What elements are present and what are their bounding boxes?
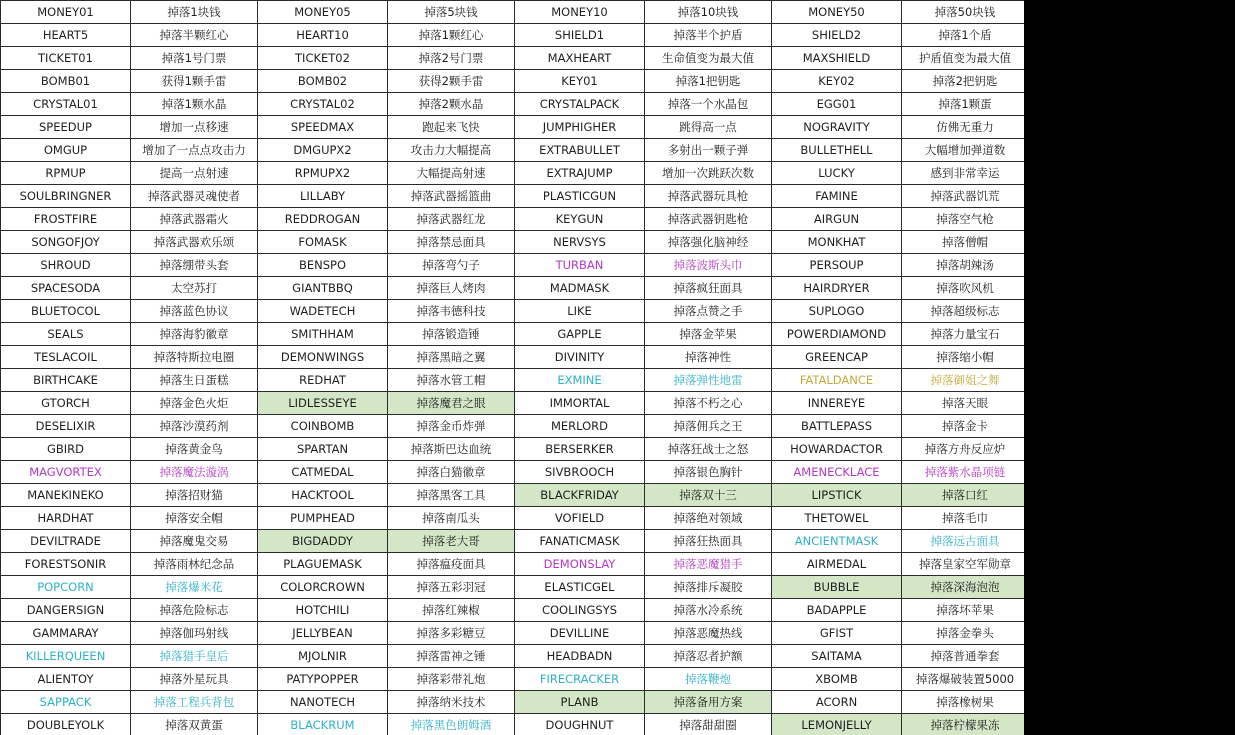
cheat-code-cell[interactable]: HEART10 bbox=[258, 24, 388, 47]
cheat-code-cell[interactable]: FORESTSONIR bbox=[1, 553, 131, 576]
cheat-effect-cell[interactable]: 掉落2把钥匙 bbox=[902, 70, 1025, 93]
cheat-code-cell[interactable]: KEY01 bbox=[515, 70, 645, 93]
cheat-code-cell[interactable]: GFIST bbox=[772, 622, 902, 645]
cheat-code-cell[interactable]: SOULBRINGNER bbox=[1, 185, 131, 208]
cheat-effect-cell[interactable]: 增加一点移速 bbox=[131, 116, 258, 139]
cheat-effect-cell[interactable]: 掉落吹风机 bbox=[902, 277, 1025, 300]
table-row bbox=[1, 93, 1025, 116]
table-row bbox=[1, 530, 1025, 553]
cheat-code-cell[interactable]: SPACESODA bbox=[1, 277, 131, 300]
table-row bbox=[1, 116, 1025, 139]
cheat-effect-cell[interactable]: 掉落弯勺子 bbox=[388, 254, 515, 277]
cheat-effect-cell[interactable]: 掉落特斯拉电圈 bbox=[131, 346, 258, 369]
cheat-code-cell[interactable]: REDDROGAN bbox=[258, 208, 388, 231]
cheat-effect-cell[interactable]: 掉落力量宝石 bbox=[902, 323, 1025, 346]
cheat-code-cell[interactable]: SAITAMA bbox=[772, 645, 902, 668]
cheat-effect-cell[interactable]: 护盾值变为最大值 bbox=[902, 47, 1025, 70]
cheat-code-cell[interactable]: DESELIXIR bbox=[1, 415, 131, 438]
table-row bbox=[1, 231, 1025, 254]
cheat-code-cell[interactable]: SPEEDUP bbox=[1, 116, 131, 139]
cheat-code-cell[interactable]: SIVBROOCH bbox=[515, 461, 645, 484]
cheat-code-cell[interactable]: PERSOUP bbox=[772, 254, 902, 277]
cheat-effect-cell[interactable]: 提高一点射速 bbox=[131, 162, 258, 185]
cheat-effect-cell[interactable]: 掉落紫水晶项链 bbox=[902, 461, 1025, 484]
cheat-code-cell[interactable]: KEYGUN bbox=[515, 208, 645, 231]
cheat-code-cell[interactable]: GAPPLE bbox=[515, 323, 645, 346]
cheat-effect-cell[interactable]: 掉落超级标志 bbox=[902, 300, 1025, 323]
cheat-code-cell[interactable]: SMITHHAM bbox=[258, 323, 388, 346]
cheat-effect-cell[interactable]: 掉落外星玩具 bbox=[131, 668, 258, 691]
cheat-code-cell[interactable]: BLACKRUM bbox=[258, 714, 388, 735]
cheat-effect-cell[interactable]: 掉落半颗红心 bbox=[131, 24, 258, 47]
cheat-effect-cell[interactable]: 大幅提高射速 bbox=[388, 162, 515, 185]
cheat-effect-cell[interactable]: 掉落沙漠药剂 bbox=[131, 415, 258, 438]
cheat-code-cell[interactable]: DOUGHNUT bbox=[515, 714, 645, 735]
cheat-effect-cell[interactable]: 掉落皇家空军勋章 bbox=[902, 553, 1025, 576]
cheat-effect-cell[interactable]: 掉落绷带头套 bbox=[131, 254, 258, 277]
cheat-code-cell[interactable]: GAMMARAY bbox=[1, 622, 131, 645]
cheat-effect-cell[interactable]: 掉落10块钱 bbox=[645, 1, 772, 24]
cheat-code-cell[interactable]: XBOMB bbox=[772, 668, 902, 691]
cheat-code-cell[interactable]: ANCIENTMASK bbox=[772, 530, 902, 553]
cheat-code-cell[interactable]: FAMINE bbox=[772, 185, 902, 208]
cheat-effect-cell[interactable]: 掉落猎手皇后 bbox=[131, 645, 258, 668]
cheat-effect-cell[interactable]: 掉落弹性地雷 bbox=[645, 369, 772, 392]
table-row bbox=[1, 415, 1025, 438]
cheat-effect-cell[interactable]: 掉落双十三 bbox=[645, 484, 772, 507]
cheat-effect-cell[interactable]: 掉落1颗水晶 bbox=[131, 93, 258, 116]
cheat-effect-cell[interactable]: 掉落白猫徽章 bbox=[388, 461, 515, 484]
cheat-effect-cell[interactable]: 掉落深海泡泡 bbox=[902, 576, 1025, 599]
cheat-code-cell[interactable]: TICKET01 bbox=[1, 47, 131, 70]
cheat-effect-cell[interactable]: 掉落空气枪 bbox=[902, 208, 1025, 231]
cheat-effect-cell[interactable]: 掉落金苹果 bbox=[645, 323, 772, 346]
cheat-effect-cell[interactable]: 掉落缩小帽 bbox=[902, 346, 1025, 369]
cheat-effect-cell[interactable]: 掉落1块钱 bbox=[131, 1, 258, 24]
cheat-code-cell[interactable]: SUPLOGO bbox=[772, 300, 902, 323]
cheat-effect-cell[interactable]: 掉落武器钥匙枪 bbox=[645, 208, 772, 231]
cheat-code-cell[interactable]: BOMB01 bbox=[1, 70, 131, 93]
cheat-code-cell[interactable]: COLORCROWN bbox=[258, 576, 388, 599]
cheat-code-cell[interactable]: OMGUP bbox=[1, 139, 131, 162]
cheat-effect-cell[interactable]: 掉落黄金鸟 bbox=[131, 438, 258, 461]
cheat-effect-cell[interactable]: 掉落半个护盾 bbox=[645, 24, 772, 47]
cheat-code-cell[interactable]: RPMUP bbox=[1, 162, 131, 185]
cheat-effect-cell[interactable]: 掉落50块钱 bbox=[902, 1, 1025, 24]
cheat-code-cell[interactable]: INNEREYE bbox=[772, 392, 902, 415]
cheat-code-cell[interactable]: BERSERKER bbox=[515, 438, 645, 461]
cheat-code-cell[interactable]: MAXHEART bbox=[515, 47, 645, 70]
table-row bbox=[1, 300, 1025, 323]
cheat-effect-cell[interactable]: 掉落魔鬼交易 bbox=[131, 530, 258, 553]
table-row bbox=[1, 599, 1025, 622]
cheat-code-cell[interactable]: EXMINE bbox=[515, 369, 645, 392]
cheat-code-cell[interactable]: PUMPHEAD bbox=[258, 507, 388, 530]
table-row bbox=[1, 461, 1025, 484]
table-row bbox=[1, 714, 1025, 735]
cheat-code-cell[interactable]: EGG01 bbox=[772, 93, 902, 116]
cheat-code-cell[interactable]: DEMONWINGS bbox=[258, 346, 388, 369]
cheat-effect-cell[interactable]: 掉落魔君之眼 bbox=[388, 392, 515, 415]
cheat-effect-cell[interactable]: 掉落恶魔热线 bbox=[645, 622, 772, 645]
cheat-code-cell[interactable]: CRYSTALPACK bbox=[515, 93, 645, 116]
cheat-effect-cell[interactable]: 掉落坏苹果 bbox=[902, 599, 1025, 622]
cheat-code-cell[interactable]: MONEY05 bbox=[258, 1, 388, 24]
cheat-effect-cell[interactable]: 掉落伽玛射线 bbox=[131, 622, 258, 645]
cheat-code-cell[interactable]: MAGVORTEX bbox=[1, 461, 131, 484]
cheat-code-cell[interactable]: SHIELD2 bbox=[772, 24, 902, 47]
cheat-code-cell[interactable]: RPMUPX2 bbox=[258, 162, 388, 185]
cheat-effect-cell[interactable]: 掉落鞭炮 bbox=[645, 668, 772, 691]
cheat-effect-cell[interactable]: 太空苏打 bbox=[131, 277, 258, 300]
cheat-code-cell[interactable]: TESLACOIL bbox=[1, 346, 131, 369]
table-row bbox=[1, 438, 1025, 461]
cheat-code-cell[interactable]: POWERDIAMOND bbox=[772, 323, 902, 346]
cheat-code-cell[interactable]: SAPPACK bbox=[1, 691, 131, 714]
cheat-effect-cell[interactable]: 掉落南瓜头 bbox=[388, 507, 515, 530]
cheat-code-cell[interactable]: CRYSTAL02 bbox=[258, 93, 388, 116]
cheat-code-cell[interactable]: ALIENTOY bbox=[1, 668, 131, 691]
cheat-code-cell[interactable]: DEVILLINE bbox=[515, 622, 645, 645]
cheat-code-cell[interactable]: TICKET02 bbox=[258, 47, 388, 70]
cheat-code-cell[interactable]: DMGUPX2 bbox=[258, 139, 388, 162]
cheat-effect-cell[interactable]: 大幅增加弹道数 bbox=[902, 139, 1025, 162]
cheat-code-cell[interactable]: AMENECKLACE bbox=[772, 461, 902, 484]
cheat-code-cell[interactable]: FIRECRACKER bbox=[515, 668, 645, 691]
cheat-effect-cell[interactable]: 掉落招财猫 bbox=[131, 484, 258, 507]
cheat-effect-cell[interactable]: 掉落工程兵背包 bbox=[131, 691, 258, 714]
cheat-code-cell[interactable]: HOWARDACTOR bbox=[772, 438, 902, 461]
cheat-code-cell[interactable]: KEY02 bbox=[772, 70, 902, 93]
cheat-effect-cell[interactable]: 掉落金卡 bbox=[902, 415, 1025, 438]
cheat-effect-cell[interactable]: 掉落方舟反应炉 bbox=[902, 438, 1025, 461]
table-row bbox=[1, 369, 1025, 392]
table-row bbox=[1, 277, 1025, 300]
cheat-effect-cell[interactable]: 获得2颗手雷 bbox=[388, 70, 515, 93]
cheat-effect-cell[interactable]: 掉落黑色朗姆酒 bbox=[388, 714, 515, 735]
cheat-effect-cell[interactable]: 掉落魔法漩涡 bbox=[131, 461, 258, 484]
cheat-code-cell[interactable]: MADMASK bbox=[515, 277, 645, 300]
table-row bbox=[1, 576, 1025, 599]
cheat-effect-cell[interactable]: 跳得高一点 bbox=[645, 116, 772, 139]
cheat-code-cell[interactable]: BENSPO bbox=[258, 254, 388, 277]
cheat-code-cell[interactable]: EXTRAJUMP bbox=[515, 162, 645, 185]
cheat-code-cell[interactable]: MAXSHIELD bbox=[772, 47, 902, 70]
cheat-effect-cell[interactable]: 掉落不朽之心 bbox=[645, 392, 772, 415]
cheat-effect-cell[interactable]: 掉落僧帽 bbox=[902, 231, 1025, 254]
cheat-code-cell[interactable]: LILLABY bbox=[258, 185, 388, 208]
cheat-code-cell[interactable]: COINBOMB bbox=[258, 415, 388, 438]
cheat-effect-cell[interactable]: 掉落口红 bbox=[902, 484, 1025, 507]
cheat-effect-cell[interactable]: 掉落安全帽 bbox=[131, 507, 258, 530]
cheat-effect-cell[interactable]: 生命值变为最大值 bbox=[645, 47, 772, 70]
cheat-effect-cell[interactable]: 掉落1号门票 bbox=[131, 47, 258, 70]
cheat-code-cell[interactable]: NANOTECH bbox=[258, 691, 388, 714]
cheat-code-cell[interactable]: HAIRDRYER bbox=[772, 277, 902, 300]
cheat-effect-cell[interactable]: 掉落5块钱 bbox=[388, 1, 515, 24]
cheat-effect-cell[interactable]: 掉落五彩羽冠 bbox=[388, 576, 515, 599]
table-row bbox=[1, 323, 1025, 346]
cheat-code-cell[interactable]: HACKTOOL bbox=[258, 484, 388, 507]
cheat-code-cell[interactable]: MONEY10 bbox=[515, 1, 645, 24]
cheat-effect-cell[interactable]: 掉落忍者护额 bbox=[645, 645, 772, 668]
cheat-effect-cell[interactable]: 掉落狂热面具 bbox=[645, 530, 772, 553]
cheat-effect-cell[interactable]: 掉落远古面具 bbox=[902, 530, 1025, 553]
cheat-code-cell[interactable]: MERLORD bbox=[515, 415, 645, 438]
table-row bbox=[1, 691, 1025, 714]
cheat-effect-cell[interactable]: 增加了一点点攻击力 bbox=[131, 139, 258, 162]
cheat-effect-cell[interactable]: 掉落天眼 bbox=[902, 392, 1025, 415]
cheat-code-cell[interactable]: HEART5 bbox=[1, 24, 131, 47]
cheat-code-cell[interactable]: CATMEDAL bbox=[258, 461, 388, 484]
cheat-effect-cell[interactable]: 掉落爆破装置5000 bbox=[902, 668, 1025, 691]
cheat-code-cell[interactable]: PLAGUEMASK bbox=[258, 553, 388, 576]
cheat-code-cell[interactable]: FANATICMASK bbox=[515, 530, 645, 553]
cheat-effect-cell[interactable]: 多射出一颗子弹 bbox=[645, 139, 772, 162]
cheat-effect-cell[interactable]: 掉落彩带礼炮 bbox=[388, 668, 515, 691]
cheat-effect-cell[interactable]: 掉落武器欢乐颂 bbox=[131, 231, 258, 254]
cheat-effect-cell[interactable]: 掉落武器霜火 bbox=[131, 208, 258, 231]
cheat-effect-cell[interactable]: 掉落黑客工具 bbox=[388, 484, 515, 507]
cheat-code-cell[interactable]: PATYPOPPER bbox=[258, 668, 388, 691]
table-row bbox=[1, 162, 1025, 185]
cheat-effect-cell[interactable]: 获得1颗手雷 bbox=[131, 70, 258, 93]
cheat-code-cell[interactable]: LIKE bbox=[515, 300, 645, 323]
table-row bbox=[1, 392, 1025, 415]
cheat-code-cell[interactable]: BOMB02 bbox=[258, 70, 388, 93]
cheat-code-cell[interactable]: BADAPPLE bbox=[772, 599, 902, 622]
cheat-effect-cell[interactable]: 掉落海豹徽章 bbox=[131, 323, 258, 346]
cheat-code-cell[interactable]: JELLYBEAN bbox=[258, 622, 388, 645]
cheat-code-cell[interactable]: POPCORN bbox=[1, 576, 131, 599]
cheat-code-cell[interactable]: NOGRAVITY bbox=[772, 116, 902, 139]
cheat-code-cell[interactable]: DEVILTRADE bbox=[1, 530, 131, 553]
cheat-code-table-body bbox=[1, 1, 1025, 735]
cheat-code-cell[interactable]: MONEY01 bbox=[1, 1, 131, 24]
cheat-code-cell[interactable]: PLASTICGUN bbox=[515, 185, 645, 208]
cheat-effect-cell[interactable]: 掉落金拳头 bbox=[902, 622, 1025, 645]
cheat-effect-cell[interactable]: 掉落银色胸针 bbox=[645, 461, 772, 484]
cheat-code-cell[interactable]: HEADBADN bbox=[515, 645, 645, 668]
table-row bbox=[1, 346, 1025, 369]
cheat-effect-cell[interactable]: 掉落御姐之舞 bbox=[902, 369, 1025, 392]
cheat-effect-cell[interactable]: 掉落金币炸弹 bbox=[388, 415, 515, 438]
cheat-code-cell[interactable]: WADETECH bbox=[258, 300, 388, 323]
cheat-effect-cell[interactable]: 掉落危险标志 bbox=[131, 599, 258, 622]
cheat-code-cell[interactable]: SONGOFJOY bbox=[1, 231, 131, 254]
cheat-effect-cell[interactable]: 掉落雨林纪念品 bbox=[131, 553, 258, 576]
table-row bbox=[1, 208, 1025, 231]
cheat-effect-cell[interactable]: 掉落甜甜圈 bbox=[645, 714, 772, 735]
cheat-code-cell[interactable]: FATALDANCE bbox=[772, 369, 902, 392]
cheat-effect-cell[interactable]: 掉落武器玩具枪 bbox=[645, 185, 772, 208]
cheat-code-cell[interactable]: ACORN bbox=[772, 691, 902, 714]
cheat-effect-cell[interactable]: 掉落排斥凝胶 bbox=[645, 576, 772, 599]
table-row bbox=[1, 645, 1025, 668]
cheat-code-cell[interactable]: KILLERQUEEN bbox=[1, 645, 131, 668]
cheat-code-cell[interactable]: IMMORTAL bbox=[515, 392, 645, 415]
cheat-effect-cell[interactable]: 掉落1颗红心 bbox=[388, 24, 515, 47]
cheat-code-cell[interactable]: BUBBLE bbox=[772, 576, 902, 599]
cheat-code-cell[interactable]: BLUETOCOL bbox=[1, 300, 131, 323]
cheat-code-cell[interactable]: SHROUD bbox=[1, 254, 131, 277]
cheat-code-cell[interactable]: TURBAN bbox=[515, 254, 645, 277]
cheat-effect-cell[interactable]: 掉落1个盾 bbox=[902, 24, 1025, 47]
cheat-code-cell[interactable]: MJOLNIR bbox=[258, 645, 388, 668]
table-row bbox=[1, 70, 1025, 93]
cheat-code-cell[interactable]: BATTLEPASS bbox=[772, 415, 902, 438]
cheat-code-cell[interactable]: SPEEDMAX bbox=[258, 116, 388, 139]
cheat-code-cell[interactable]: VOFIELD bbox=[515, 507, 645, 530]
cheat-code-cell[interactable]: JUMPHIGHER bbox=[515, 116, 645, 139]
cheat-code-cell[interactable]: SEALS bbox=[1, 323, 131, 346]
cheat-effect-cell[interactable]: 掉落红辣椒 bbox=[388, 599, 515, 622]
cheat-effect-cell[interactable]: 掉落2颗水晶 bbox=[388, 93, 515, 116]
cheat-effect-cell[interactable]: 掉落黑暗之翼 bbox=[388, 346, 515, 369]
cheat-code-cell[interactable]: MANEKINEKO bbox=[1, 484, 131, 507]
cheat-effect-cell[interactable]: 掉落巨人烤肉 bbox=[388, 277, 515, 300]
cheat-code-cell[interactable]: FROSTFIRE bbox=[1, 208, 131, 231]
cheat-code-cell[interactable]: FOMASK bbox=[258, 231, 388, 254]
table-row bbox=[1, 24, 1025, 47]
cheat-effect-cell[interactable]: 掉落强化脑神经 bbox=[645, 231, 772, 254]
table-row bbox=[1, 507, 1025, 530]
cheat-effect-cell[interactable]: 掉落橡树果 bbox=[902, 691, 1025, 714]
cheat-effect-cell[interactable]: 掉落狂战士之怒 bbox=[645, 438, 772, 461]
cheat-code-cell[interactable]: DIVINITY bbox=[515, 346, 645, 369]
cheat-effect-cell[interactable]: 掉落双黄蛋 bbox=[131, 714, 258, 735]
table-row bbox=[1, 139, 1025, 162]
cheat-code-cell[interactable]: CRYSTAL01 bbox=[1, 93, 131, 116]
cheat-effect-cell[interactable]: 掉落2号门票 bbox=[388, 47, 515, 70]
cheat-code-cell[interactable]: COOLINGSYS bbox=[515, 599, 645, 622]
cheat-effect-cell[interactable]: 掉落生日蛋糕 bbox=[131, 369, 258, 392]
cheat-effect-cell[interactable]: 掉落一个水晶包 bbox=[645, 93, 772, 116]
cheat-effect-cell[interactable]: 掉落神性 bbox=[645, 346, 772, 369]
cheat-effect-cell[interactable]: 掉落恶魔猎手 bbox=[645, 553, 772, 576]
cheat-code-cell[interactable]: ELASTICGEL bbox=[515, 576, 645, 599]
cheat-effect-cell[interactable]: 掉落柠檬果冻 bbox=[902, 714, 1025, 735]
cheat-code-cell[interactable]: DOUBLEYOLK bbox=[1, 714, 131, 735]
cheat-code-cell[interactable]: AIRGUN bbox=[772, 208, 902, 231]
cheat-code-cell[interactable]: LIPSTICK bbox=[772, 484, 902, 507]
cheat-code-cell[interactable]: SPARTAN bbox=[258, 438, 388, 461]
cheat-effect-cell[interactable]: 掉落武器灵魂使者 bbox=[131, 185, 258, 208]
table-row bbox=[1, 1, 1025, 24]
cheat-code-cell[interactable]: BIGDADDY bbox=[258, 530, 388, 553]
cheat-code-cell[interactable]: PLANB bbox=[515, 691, 645, 714]
table-row bbox=[1, 47, 1025, 70]
cheat-code-cell[interactable]: BLACKFRIDAY bbox=[515, 484, 645, 507]
cheat-code-cell[interactable]: LEMONJELLY bbox=[772, 714, 902, 735]
cheat-effect-cell[interactable]: 掉落疯狂面具 bbox=[645, 277, 772, 300]
cheat-effect-cell[interactable]: 仿佛无重力 bbox=[902, 116, 1025, 139]
cheat-effect-cell[interactable]: 掉落爆米花 bbox=[131, 576, 258, 599]
cheat-code-cell[interactable]: MONKHAT bbox=[772, 231, 902, 254]
cheat-effect-cell[interactable]: 掉落锻造锤 bbox=[388, 323, 515, 346]
cheat-code-cell[interactable]: DANGERSIGN bbox=[1, 599, 131, 622]
cheat-code-cell[interactable]: GIANTBBQ bbox=[258, 277, 388, 300]
cheat-effect-cell[interactable]: 掉落毛巾 bbox=[902, 507, 1025, 530]
cheat-effect-cell[interactable]: 掉落1把钥匙 bbox=[645, 70, 772, 93]
cheat-effect-cell[interactable]: 掉落韦德科技 bbox=[388, 300, 515, 323]
cheat-effect-cell[interactable]: 掉落金色火炬 bbox=[131, 392, 258, 415]
cheat-effect-cell[interactable]: 掉落雷神之锤 bbox=[388, 645, 515, 668]
cheat-code-cell[interactable]: SHIELD1 bbox=[515, 24, 645, 47]
cheat-code-cell[interactable]: GTORCH bbox=[1, 392, 131, 415]
cheat-code-cell[interactable]: EXTRABULLET bbox=[515, 139, 645, 162]
cheat-code-cell[interactable]: BIRTHCAKE bbox=[1, 369, 131, 392]
cheat-effect-cell[interactable]: 掉落佣兵之王 bbox=[645, 415, 772, 438]
cheat-code-cell[interactable]: BULLETHELL bbox=[772, 139, 902, 162]
cheat-effect-cell[interactable]: 攻击力大幅提高 bbox=[388, 139, 515, 162]
cheat-effect-cell[interactable]: 掉落胡辣汤 bbox=[902, 254, 1025, 277]
cheat-effect-cell[interactable]: 掉落禁忌面具 bbox=[388, 231, 515, 254]
cheat-effect-cell[interactable]: 掉落普通拳套 bbox=[902, 645, 1025, 668]
cheat-code-cell[interactable]: HARDHAT bbox=[1, 507, 131, 530]
cheat-code-cell[interactable]: GREENCAP bbox=[772, 346, 902, 369]
cheat-code-cell[interactable]: NERVSYS bbox=[515, 231, 645, 254]
cheat-effect-cell[interactable]: 掉落武器红龙 bbox=[388, 208, 515, 231]
cheat-effect-cell[interactable]: 掉落老大哥 bbox=[388, 530, 515, 553]
cheat-code-cell[interactable]: LUCKY bbox=[772, 162, 902, 185]
cheat-effect-cell[interactable]: 掉落武器摇篮曲 bbox=[388, 185, 515, 208]
cheat-effect-cell[interactable]: 掉落多彩糖豆 bbox=[388, 622, 515, 645]
cheat-effect-cell[interactable]: 掉落水冷系统 bbox=[645, 599, 772, 622]
cheat-effect-cell[interactable]: 掉落绝对领域 bbox=[645, 507, 772, 530]
cheat-code-cell[interactable]: THETOWEL bbox=[772, 507, 902, 530]
cheat-effect-cell[interactable]: 掉落蓝色协议 bbox=[131, 300, 258, 323]
cheat-effect-cell[interactable]: 掉落点赞之手 bbox=[645, 300, 772, 323]
table-row bbox=[1, 668, 1025, 691]
cheat-code-cell[interactable]: AIRMEDAL bbox=[772, 553, 902, 576]
cheat-effect-cell[interactable]: 掉落纳米技术 bbox=[388, 691, 515, 714]
table-row bbox=[1, 484, 1025, 507]
cheat-code-cell[interactable]: REDHAT bbox=[258, 369, 388, 392]
cheat-effect-cell[interactable]: 掉落1颗蛋 bbox=[902, 93, 1025, 116]
cheat-code-cell[interactable]: DEMONSLAY bbox=[515, 553, 645, 576]
cheat-code-cell[interactable]: MONEY50 bbox=[772, 1, 902, 24]
cheat-effect-cell[interactable]: 感到非常幸运 bbox=[902, 162, 1025, 185]
cheat-effect-cell[interactable]: 掉落武器饥荒 bbox=[902, 185, 1025, 208]
cheat-code-cell[interactable]: GBIRD bbox=[1, 438, 131, 461]
cheat-effect-cell[interactable]: 跑起来飞快 bbox=[388, 116, 515, 139]
cheat-effect-cell[interactable]: 掉落备用方案 bbox=[645, 691, 772, 714]
cheat-effect-cell[interactable]: 掉落斯巴达血统 bbox=[388, 438, 515, 461]
table-row bbox=[1, 254, 1025, 277]
cheat-code-cell[interactable]: LIDLESSEYE bbox=[258, 392, 388, 415]
table-row bbox=[1, 185, 1025, 208]
cheat-effect-cell[interactable]: 增加一次跳跃次数 bbox=[645, 162, 772, 185]
table-row bbox=[1, 622, 1025, 645]
cheat-code-cell[interactable]: HOTCHILI bbox=[258, 599, 388, 622]
table-row bbox=[1, 553, 1025, 576]
cheat-effect-cell[interactable]: 掉落波斯头巾 bbox=[645, 254, 772, 277]
cheat-effect-cell[interactable]: 掉落水管工帽 bbox=[388, 369, 515, 392]
cheat-effect-cell[interactable]: 掉落瘟疫面具 bbox=[388, 553, 515, 576]
